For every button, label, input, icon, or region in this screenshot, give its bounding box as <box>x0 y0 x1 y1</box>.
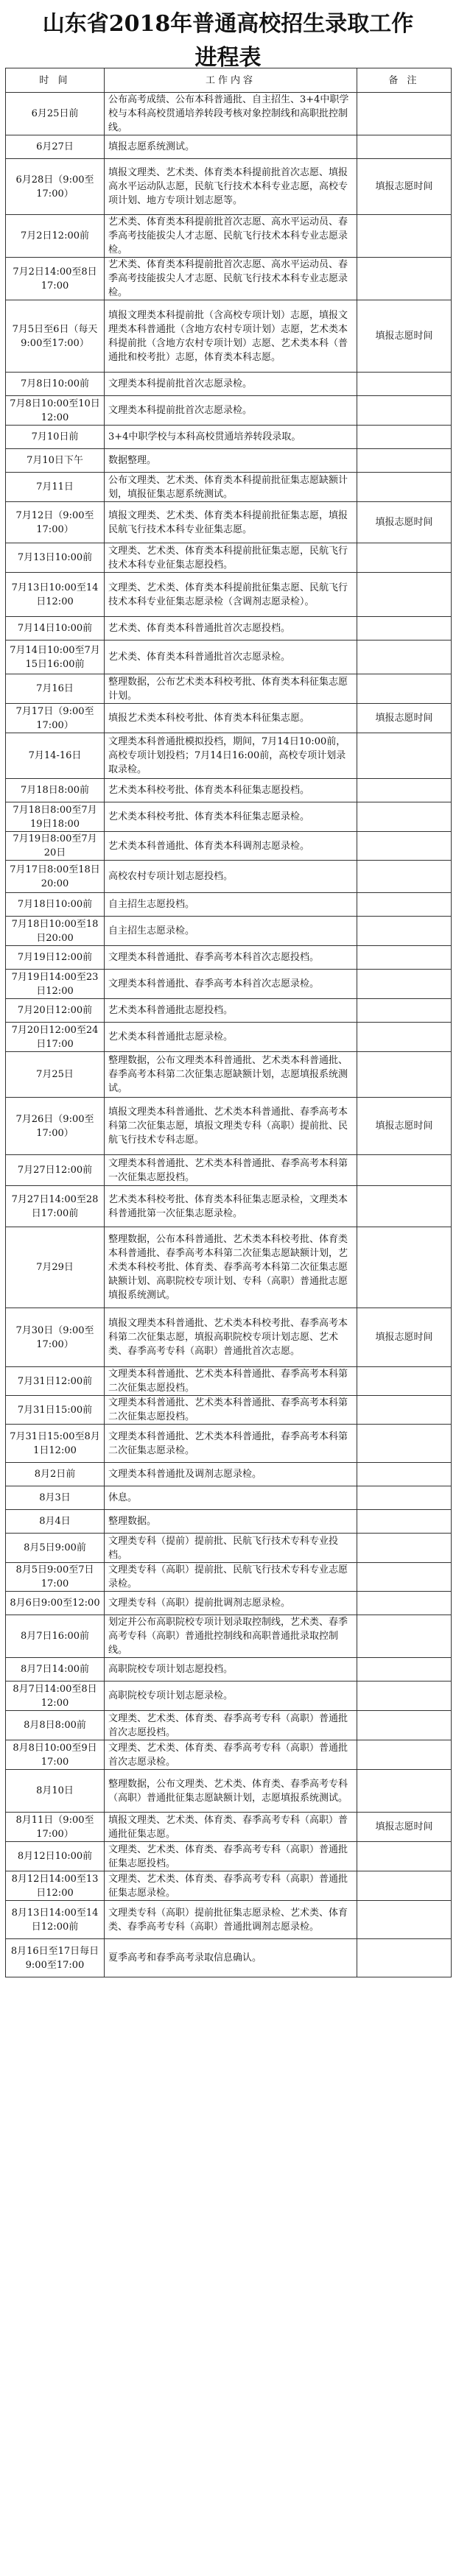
note-cell: 填报志愿时间 <box>357 1308 452 1367</box>
note-cell: 填报志愿时间 <box>357 502 452 543</box>
table-row <box>6 1658 452 1682</box>
title-line-1: 山东省2018年普通高校招生录取工作 <box>42 11 414 37</box>
note-cell <box>357 674 452 704</box>
title-line-2: 进程表 <box>194 45 262 71</box>
note-cell <box>357 1534 452 1563</box>
table-row <box>6 1486 452 1510</box>
note-cell <box>357 917 452 946</box>
time-cell: 8月7日14:00前 <box>6 1658 105 1682</box>
content-cell: 文理类、艺术类、体育类、春季高考专科（高职）普通批征集志愿投档。 <box>105 1842 357 1871</box>
time-cell: 7月20日12:00前 <box>6 999 105 1023</box>
note-cell <box>357 1186 452 1227</box>
note-cell <box>357 396 452 426</box>
table-row <box>6 832 452 861</box>
table-row <box>6 373 452 396</box>
table-row <box>6 1901 452 1939</box>
table-body <box>6 93 452 1977</box>
note-cell: 填报志愿时间 <box>357 300 452 373</box>
content-cell: 文理类、艺术类、体育类、春季高考专科（高职）普通批征集志愿录检。 <box>105 1871 357 1901</box>
table-row <box>6 1510 452 1534</box>
note-cell <box>357 1711 452 1740</box>
note-cell: 填报志愿时间 <box>357 1813 452 1842</box>
note-cell <box>357 1486 452 1510</box>
note-cell: 填报志愿时间 <box>357 159 452 215</box>
content-cell: 填报文理类本科普通批、艺术类本科校考批、春季高考本科第二次征集志愿，填报高职院校专项计划志愿、艺术类、春季高考专科（高职）普通批首次志愿。 <box>105 1308 357 1367</box>
table-row <box>6 215 452 258</box>
content-cell: 夏季高考和春季高考录取信息确认。 <box>105 1939 357 1977</box>
table-row <box>6 449 452 473</box>
note-cell <box>357 1658 452 1682</box>
header-time: 时 间 <box>6 68 105 93</box>
note-cell <box>357 215 452 258</box>
time-cell: 7月16日 <box>6 674 105 704</box>
time-cell: 7月2日14:00至8日17:00 <box>6 258 105 300</box>
content-cell: 文理类、艺术类、体育类本科提前批征集志愿、民航飞行技术本科专业征集志愿录检（含调剂志愿录检）。 <box>105 573 357 617</box>
content-cell: 公布高考成绩、公布本科普通批、自主招生、3+4中职学校与本科高校贯通培养转段考核对象控制线和高职批控制线。 <box>105 93 357 135</box>
time-cell: 8月8日10:00至9日17:00 <box>6 1740 105 1770</box>
table-row <box>6 946 452 970</box>
content-cell: 填报文理类、艺术类、体育类、春季高考专科（高职）普通批征集志愿。 <box>105 1813 357 1842</box>
time-cell: 6月25日前 <box>6 93 105 135</box>
time-cell: 7月17日（9:00至17:00） <box>6 704 105 733</box>
time-cell: 8月7日14:00至8日12:00 <box>6 1682 105 1711</box>
note-cell <box>357 1463 452 1486</box>
time-cell: 8月11日（9:00至17:00） <box>6 1813 105 1842</box>
content-cell: 文理类、艺术类、体育类、春季高考专科（高职）普通批首次志愿录检。 <box>105 1740 357 1770</box>
table-row <box>6 300 452 373</box>
table-row <box>6 396 452 426</box>
table-header-row <box>6 68 452 93</box>
time-cell: 7月18日8:00至7月19日18:00 <box>6 802 105 832</box>
content-cell: 艺术类本科校考批、体育类本科征集志愿录检，文理类本科普通批第一次征集志愿录检。 <box>105 1186 357 1227</box>
content-cell: 整理数据，公布本科普通批、艺术类本科校考批、体育类本科普通批、春季高考本科第二次征集志愿缺额计划，艺术类本科校考批、体育类、春季高考本科第二次征集志愿缺额计划、高职院校专项计划、专科（高职）普通批志愿填报系统测试。 <box>105 1227 357 1308</box>
note-cell <box>357 832 452 861</box>
time-cell: 7月2日12:00前 <box>6 215 105 258</box>
table-row <box>6 917 452 946</box>
table-row <box>6 1939 452 1977</box>
content-cell: 文理类本科普通批、艺术类本科普通批，春季高考本科第二次征集志愿录检。 <box>105 1425 357 1463</box>
note-cell <box>357 779 452 802</box>
time-cell: 7月18日10:00前 <box>6 893 105 917</box>
table-row <box>6 1682 452 1711</box>
note-cell <box>357 1740 452 1770</box>
table-row <box>6 1842 452 1871</box>
table-row <box>6 93 452 135</box>
header-note: 备 注 <box>357 68 452 93</box>
content-cell: 文理类专科（提前）提前批、民航飞行技术专科专业投档。 <box>105 1534 357 1563</box>
note-cell <box>357 1052 452 1098</box>
table-row <box>6 473 452 502</box>
time-cell: 7月31日15:00至8月1日12:00 <box>6 1425 105 1463</box>
table-row <box>6 674 452 704</box>
content-cell: 整理数据，公布文理类本科普通批、艺术类本科普通批、春季高考本科第二次征集志愿缺额计划，志愿填报系统测试。 <box>105 1052 357 1098</box>
time-cell: 7月18日10:00至18日20:00 <box>6 917 105 946</box>
time-cell: 7月14-16日 <box>6 733 105 779</box>
content-cell: 休息。 <box>105 1486 357 1510</box>
table-row <box>6 999 452 1023</box>
time-cell: 7月12日（9:00至17:00） <box>6 502 105 543</box>
table-row <box>6 641 452 674</box>
content-cell: 文理类本科普通批及调剂志愿录检。 <box>105 1463 357 1486</box>
content-cell: 填报文理类本科提前批（含高校专项计划）志愿，填报文理类本科普通批（含地方农村专项计划）志愿，艺术类本科提前批（含地方农村专项计划）志愿、艺术类本科（普通批和校考批）志愿，体育类本科志愿。 <box>105 300 357 373</box>
table-row <box>6 1367 452 1396</box>
table-row <box>6 543 452 573</box>
time-cell: 8月7日16:00前 <box>6 1615 105 1658</box>
note-cell <box>357 802 452 832</box>
content-cell: 数据整理。 <box>105 449 357 473</box>
time-cell: 7月31日12:00前 <box>6 1367 105 1396</box>
table-row <box>6 733 452 779</box>
content-cell: 整理数据。 <box>105 1510 357 1534</box>
time-cell: 8月16日至17日每日9:00至17:00 <box>6 1939 105 1977</box>
time-cell: 7月27日14:00至28日17:00前 <box>6 1186 105 1227</box>
note-cell <box>357 1939 452 1977</box>
content-cell: 艺术类本科校考批、体育类本科征集志愿投档。 <box>105 779 357 802</box>
time-cell: 8月3日 <box>6 1486 105 1510</box>
content-cell: 艺术类、体育类本科普通批首次志愿录检。 <box>105 641 357 674</box>
page-title <box>0 0 456 71</box>
content-cell: 整理数据，公布文理类、艺术类、体育类、春季高考专科（高职）普通批征集志愿缺额计划，志愿填报系统测试。 <box>105 1770 357 1813</box>
note-cell <box>357 1425 452 1463</box>
table-row <box>6 802 452 832</box>
time-cell: 8月2日前 <box>6 1463 105 1486</box>
note-cell <box>357 1396 452 1425</box>
time-cell: 7月10日前 <box>6 426 105 449</box>
time-cell: 8月8日8:00前 <box>6 1711 105 1740</box>
time-cell: 6月28日（9:00至17:00） <box>6 159 105 215</box>
time-cell: 7月19日8:00至7月20日 <box>6 832 105 861</box>
table-row <box>6 159 452 215</box>
content-cell: 文理类专科（高职）提前批征集志愿录检、艺术类、体育类、春季高考专科（高职）普通批调剂志愿录检。 <box>105 1901 357 1939</box>
note-cell <box>357 473 452 502</box>
table-row <box>6 502 452 543</box>
time-cell: 7月29日 <box>6 1227 105 1308</box>
note-cell <box>357 1023 452 1052</box>
note-cell <box>357 893 452 917</box>
content-cell: 文理类本科普通批模拟投档，期间，7月14日10:00前，高校专项计划投档；7月14日16:00前，高校专项计划录取录检。 <box>105 733 357 779</box>
time-cell: 8月4日 <box>6 1510 105 1534</box>
table-row <box>6 258 452 300</box>
content-cell: 文理类本科普通批、艺术类本科普通批、春季高考本科第二次征集志愿投档。 <box>105 1396 357 1425</box>
table-row <box>6 1463 452 1486</box>
content-cell: 3+4中职学校与本科高校贯通培养转段录取。 <box>105 426 357 449</box>
time-cell: 7月30日（9:00至17:00） <box>6 1308 105 1367</box>
note-cell: 填报志愿时间 <box>357 1098 452 1155</box>
content-cell: 高职院校专项计划志愿录检。 <box>105 1682 357 1711</box>
content-cell: 文理类、艺术类、体育类本科提前批征集志愿，民航飞行技术本科专业征集志愿投档。 <box>105 543 357 573</box>
content-cell: 填报文理类、艺术类、体育类本科提前批首次志愿、填报高水平运动队志愿，民航飞行技术本科专业志愿，高校专项计划、地方专项计划志愿等。 <box>105 159 357 215</box>
time-cell: 8月12日14:00至13日12:00 <box>6 1871 105 1901</box>
time-cell: 6月27日 <box>6 135 105 159</box>
note-cell <box>357 135 452 159</box>
note-cell <box>357 543 452 573</box>
note-cell <box>357 1770 452 1813</box>
schedule-table <box>5 68 452 1977</box>
table-row <box>6 1615 452 1658</box>
note-cell <box>357 1563 452 1592</box>
header-content: 工作内容 <box>105 68 357 93</box>
note-cell <box>357 1615 452 1658</box>
table-row <box>6 1186 452 1227</box>
table-row <box>6 1396 452 1425</box>
table-row <box>6 1592 452 1615</box>
note-cell <box>357 1155 452 1186</box>
time-cell: 8月5日9:00前 <box>6 1534 105 1563</box>
content-cell: 自主招生志愿录检。 <box>105 917 357 946</box>
time-cell: 7月13日10:00至14日12:00 <box>6 573 105 617</box>
content-cell: 整理数据，公布艺术类本科校考批、体育类本科征集志愿计划。 <box>105 674 357 704</box>
content-cell: 艺术类、体育类本科提前批首次志愿、高水平运动员、春季高考技能拔尖人才志愿、民航飞行技术本科专业志愿录检。 <box>105 258 357 300</box>
content-cell: 艺术类、体育类本科普通批首次志愿投档。 <box>105 617 357 641</box>
content-cell: 填报文理类本科普通批、艺术类本科普通批、春季高考本科第二次征集志愿，填报文理类专科（高职）提前批、民航飞行技术专科志愿。 <box>105 1098 357 1155</box>
content-cell: 文理类本科普通批、春季高考本科首次志愿投档。 <box>105 946 357 970</box>
time-cell: 7月19日12:00前 <box>6 946 105 970</box>
content-cell: 艺术类本科普通批志愿投档。 <box>105 999 357 1023</box>
note-cell <box>357 1842 452 1871</box>
content-cell: 艺术类、体育类本科提前批首次志愿、高水平运动员、春季高考技能拔尖人才志愿、民航飞行技术本科专业志愿录检。 <box>105 215 357 258</box>
table-row <box>6 1871 452 1901</box>
table-row <box>6 1425 452 1463</box>
table-row <box>6 426 452 449</box>
note-cell <box>357 1227 452 1308</box>
note-cell <box>357 573 452 617</box>
content-cell: 文理类专科（高职）提前批、民航飞行技术专科专业志愿录检。 <box>105 1563 357 1592</box>
table-row <box>6 1770 452 1813</box>
note-cell <box>357 641 452 674</box>
table-row <box>6 861 452 893</box>
content-cell: 艺术类本科普通批、体育类本科调剂志愿录检。 <box>105 832 357 861</box>
content-cell: 艺术类本科校考批、体育类本科征集志愿录检。 <box>105 802 357 832</box>
time-cell: 7月19日14:00至23日12:00 <box>6 970 105 999</box>
time-cell: 8月12日10:00前 <box>6 1842 105 1871</box>
table-row <box>6 1052 452 1098</box>
note-cell <box>357 449 452 473</box>
note-cell: 填报志愿时间 <box>357 704 452 733</box>
table-row <box>6 893 452 917</box>
note-cell <box>357 426 452 449</box>
content-cell: 公布文理类、艺术类、体育类本科提前批征集志愿缺额计划，填报征集志愿系统测试。 <box>105 473 357 502</box>
note-cell <box>357 373 452 396</box>
table-row <box>6 573 452 617</box>
table-row <box>6 1711 452 1740</box>
time-cell: 7月8日10:00至10日12:00 <box>6 396 105 426</box>
time-cell: 7月8日10:00前 <box>6 373 105 396</box>
content-cell: 文理类专科（高职）提前批调剂志愿录检。 <box>105 1592 357 1615</box>
time-cell: 7月26日（9:00至17:00） <box>6 1098 105 1155</box>
time-cell: 8月13日14:00至14日12:00前 <box>6 1901 105 1939</box>
content-cell: 艺术类本科普通批志愿录检。 <box>105 1023 357 1052</box>
time-cell: 7月20日12:00至24日17:00 <box>6 1023 105 1052</box>
note-cell <box>357 93 452 135</box>
table-row <box>6 970 452 999</box>
note-cell <box>357 999 452 1023</box>
content-cell: 填报志愿系统测试。 <box>105 135 357 159</box>
time-cell: 7月10日下午 <box>6 449 105 473</box>
note-cell <box>357 1901 452 1939</box>
table-row <box>6 1534 452 1563</box>
time-cell: 7月27日12:00前 <box>6 1155 105 1186</box>
time-cell: 8月5日9:00至7日17:00 <box>6 1563 105 1592</box>
content-cell: 文理类本科提前批首次志愿录检。 <box>105 396 357 426</box>
table-row <box>6 135 452 159</box>
table-row <box>6 1813 452 1842</box>
table-row <box>6 704 452 733</box>
time-cell: 8月10日 <box>6 1770 105 1813</box>
table-row <box>6 1308 452 1367</box>
table-row <box>6 617 452 641</box>
content-cell: 文理类本科普通批、艺术类本科普通批、春季高考本科第一次征集志愿投档。 <box>105 1155 357 1186</box>
note-cell <box>357 1367 452 1396</box>
time-cell: 7月17日8:00至18日20:00 <box>6 861 105 893</box>
note-cell <box>357 1592 452 1615</box>
time-cell: 7月14日10:00前 <box>6 617 105 641</box>
table-row <box>6 1023 452 1052</box>
time-cell: 7月13日10:00前 <box>6 543 105 573</box>
content-cell: 自主招生志愿投档。 <box>105 893 357 917</box>
note-cell <box>357 1510 452 1534</box>
time-cell: 7月31日15:00前 <box>6 1396 105 1425</box>
note-cell <box>357 861 452 893</box>
content-cell: 高校农村专项计划志愿投档。 <box>105 861 357 893</box>
note-cell <box>357 1871 452 1901</box>
content-cell: 文理类本科普通批、春季高考本科首次志愿录检。 <box>105 970 357 999</box>
content-cell: 文理类、艺术类、体育类、春季高考专科（高职）普通批首次志愿投档。 <box>105 1711 357 1740</box>
table-row <box>6 1563 452 1592</box>
time-cell: 7月14日10:00至7月15日16:00前 <box>6 641 105 674</box>
note-cell <box>357 258 452 300</box>
note-cell <box>357 1682 452 1711</box>
time-cell: 7月11日 <box>6 473 105 502</box>
content-cell: 填报文理类、艺术类、体育类本科提前批征集志愿，填报民航飞行技术本科专业征集志愿。 <box>105 502 357 543</box>
content-cell: 文理类本科提前批首次志愿录检。 <box>105 373 357 396</box>
time-cell: 7月25日 <box>6 1052 105 1098</box>
content-cell: 填报艺术类本科校考批、体育类本科征集志愿。 <box>105 704 357 733</box>
time-cell: 7月5日至6日（每天9:00至17:00） <box>6 300 105 373</box>
table-row <box>6 1155 452 1186</box>
table-row <box>6 1098 452 1155</box>
note-cell <box>357 617 452 641</box>
content-cell: 高职院校专项计划志愿投档。 <box>105 1658 357 1682</box>
content-cell: 划定并公布高职院校专项计划录取控制线，艺术类、春季高考专科（高职）普通批控制线和高职普通批录取控制线。 <box>105 1615 357 1658</box>
time-cell: 7月18日8:00前 <box>6 779 105 802</box>
table-row <box>6 1740 452 1770</box>
table-row <box>6 1227 452 1308</box>
note-cell <box>357 946 452 970</box>
note-cell <box>357 733 452 779</box>
table-row <box>6 779 452 802</box>
note-cell <box>357 970 452 999</box>
time-cell: 8月6日9:00至12:00 <box>6 1592 105 1615</box>
content-cell: 文理类本科普通批、艺术类本科普通批、春季高考本科第二次征集志愿投档。 <box>105 1367 357 1396</box>
